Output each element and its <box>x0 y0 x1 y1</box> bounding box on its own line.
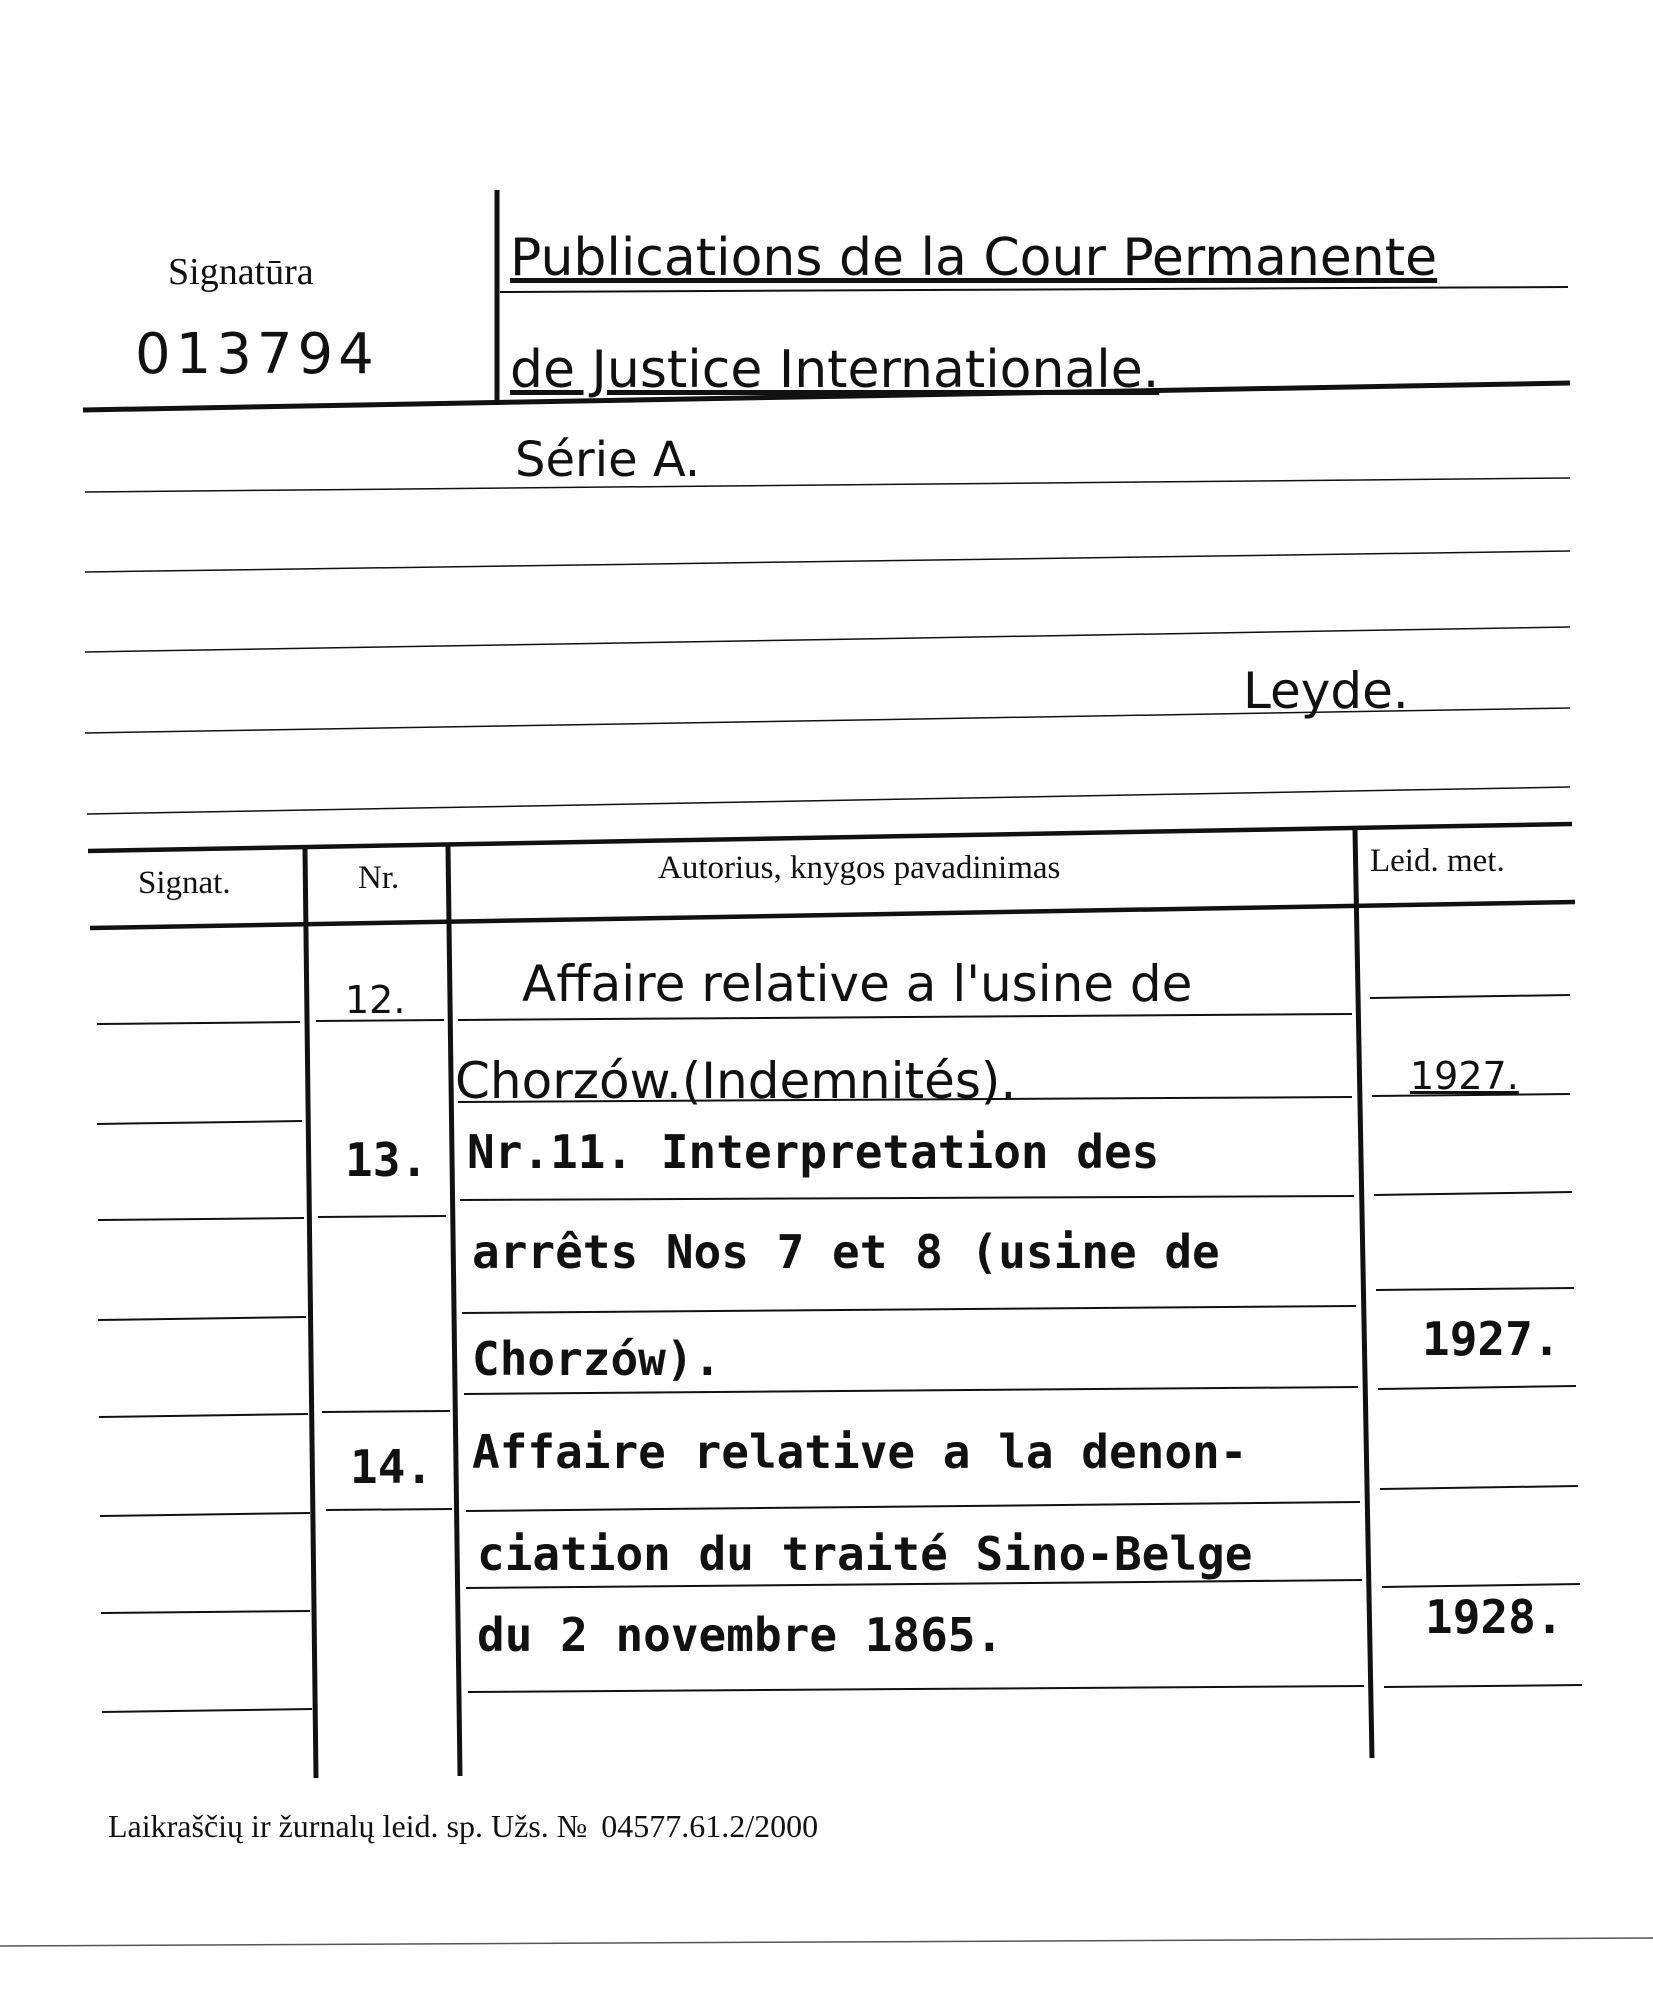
title-line-2: de Justice Internationale. <box>510 340 1160 400</box>
signatura-label: Signatūra <box>168 251 314 293</box>
entry-12-nr: 12. <box>345 978 406 1022</box>
series: Série A. <box>515 432 701 488</box>
entry-14-year: 1928. <box>1425 1590 1564 1644</box>
footer-printer-text: Laikraščių ir žurnalų leid. sp. Užs. № <box>108 1808 588 1844</box>
footer-order-number: 04577.61.2/2000 <box>601 1808 819 1844</box>
entry-13-year: 1927. <box>1422 1312 1561 1366</box>
entry-12-line-2: Chorzów.(Indemnités). <box>455 1052 1017 1110</box>
entry-13-line-3: Chorzów). <box>472 1332 722 1386</box>
entry-13-nr: 13. <box>345 1133 429 1187</box>
col-header-title: Autorius, knygos pavadinimas <box>658 850 1061 886</box>
entry-13-line-2: arrêts Nos 7 et 8 (usine de <box>472 1225 1220 1279</box>
title-line-1: Publications de la Cour Permanente <box>510 228 1438 288</box>
place: Leyde. <box>1243 662 1409 720</box>
entry-12-line-1: Affaire relative a l'usine de <box>522 955 1193 1013</box>
footer-printer <box>108 1808 818 1845</box>
col-header-signat: Signat. <box>138 865 231 901</box>
entry-14-line-2: ciation du traité Sino-Belge <box>477 1527 1253 1581</box>
signatura-number: 013794 <box>135 322 379 387</box>
entry-14-nr: 14. <box>350 1440 434 1494</box>
entry-13-line-1: Nr.11. Interpretation des <box>467 1125 1160 1179</box>
col-header-nr: Nr. <box>358 860 400 896</box>
col-header-year: Leid. met. <box>1370 843 1505 879</box>
entry-14-line-3: du 2 novembre 1865. <box>477 1608 1004 1662</box>
entry-12-year: 1927. <box>1410 1054 1519 1098</box>
entry-14-line-1: Affaire relative a la denon- <box>472 1425 1248 1479</box>
